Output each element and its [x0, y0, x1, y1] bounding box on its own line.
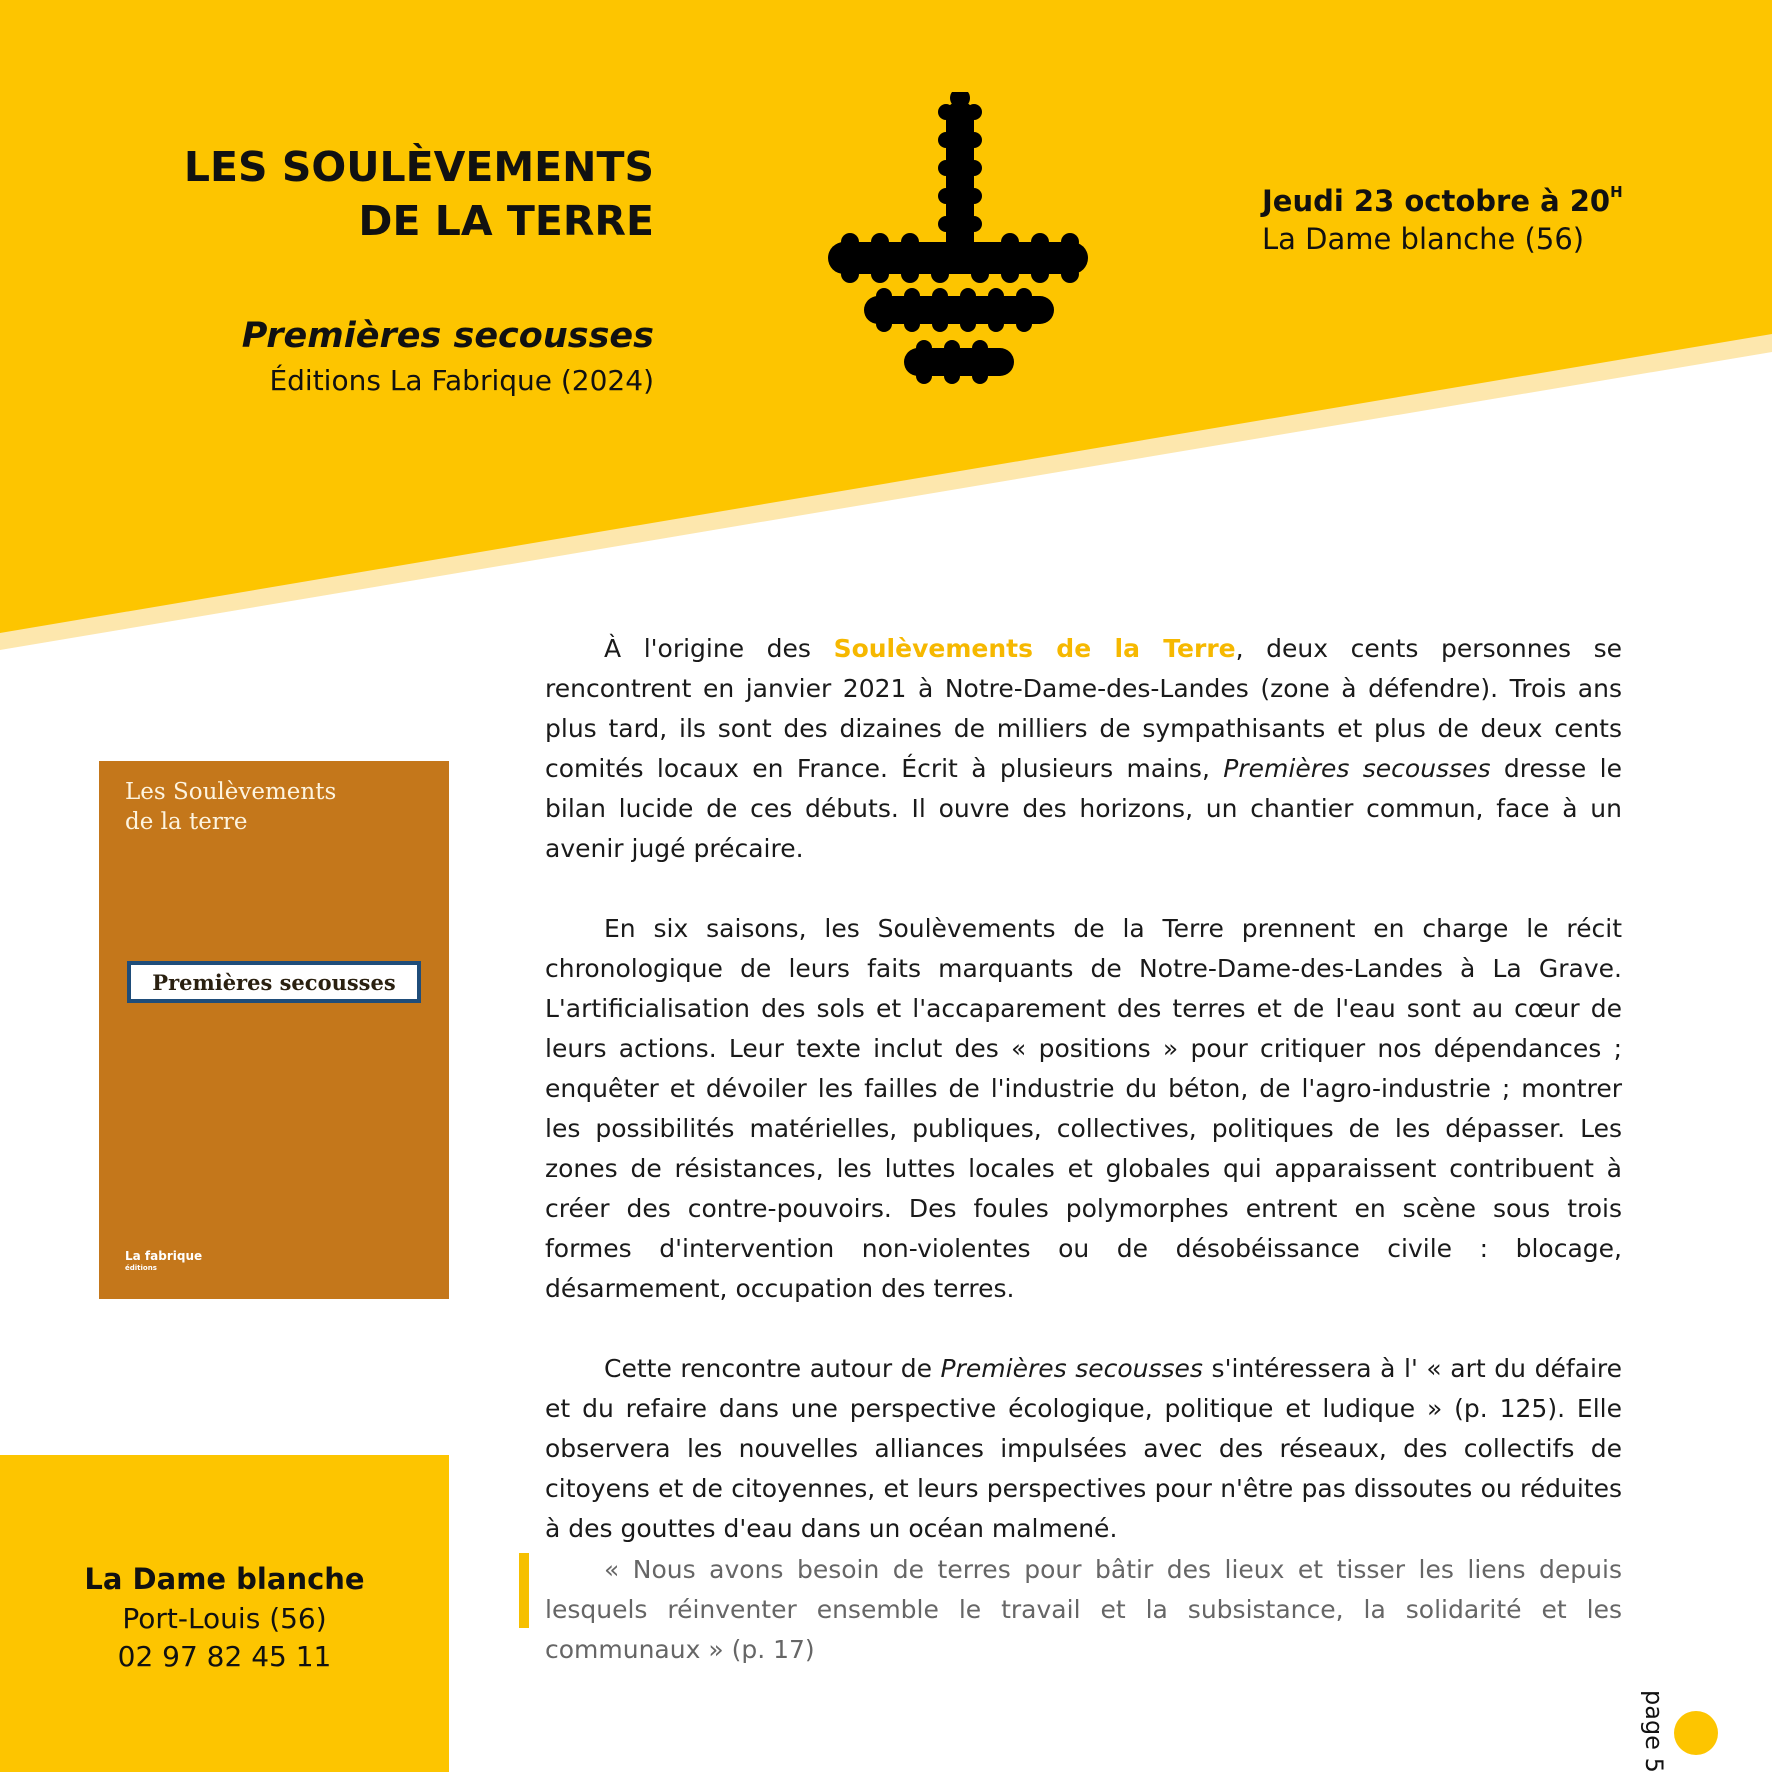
pull-quote: « Nous avons besoin de terres pour bâtir des lieux et tisser les liens depuis lesquels réinventer ensemble le travail et la subsistance, la solidarité et les communaux » (p. 17) [545, 1555, 1622, 1664]
cover-title-line-1: Les Soulèvements [125, 779, 337, 805]
event-date [1262, 183, 1623, 218]
p3-book-title: Premières secousses [940, 1354, 1203, 1383]
cover-title-box [127, 961, 421, 1003]
article-paragraph-2: En six saisons, les Soulèvements de la Terre prennent en charge le récit chronologique de leurs faits marquants de Notre-Dame-des-Landes à La Grave. L'artificialisation des sols et l'accaparement des terres et de l'eau sont au cœur de leurs actions. Leur texte inclut des « positions » pour critiquer nos dépendances ; enquêter et dévoiler les failles de l'industrie du béton, de l'agro-industrie ; montrer les possibilités matérielles, publiques, collectives, politiques de les dépasser. Les zones de résistances, les luttes locales et globales qui apparaissent contribuent à créer des contre-pouvoirs. Des foules polymorphes entrent en scène sous trois formes d'intervention non-violentes ou de désobéissance civile : blocage, désarmement, occupation des terres. [545, 914, 1622, 1303]
venue-phone: 02 97 82 45 11 [117, 1640, 332, 1673]
cover-title [125, 777, 425, 837]
page-number-dot [1674, 1711, 1718, 1755]
event-hour-suffix: H [1610, 183, 1623, 201]
p1-highlight: Soulèvements de la Terre [833, 634, 1236, 663]
venue-name: La Dame blanche [84, 1562, 365, 1596]
cover-book-title: Premières secousses [131, 965, 417, 999]
p1-rest-b: dresse le bilan lucide de ces débuts. Il ouvre des horizons, un chantier commun, face à un avenir jugé précaire. [545, 754, 1623, 863]
title-line-2: DE LA TERRE [358, 197, 654, 245]
p1-book-title: Premières secousses [1223, 754, 1491, 783]
title-line-1: LES SOULÈVEMENTS [183, 143, 654, 191]
event-venue: La Dame blanche (56) [1262, 222, 1585, 256]
publisher: Éditions La Fabrique (2024) [269, 364, 654, 397]
quote-bar [519, 1553, 529, 1628]
cover-title-line-2: de la terre [125, 809, 248, 835]
p3-rest: s'intéressera à l' « art du défaire et du refaire dans une perspective écologique, politique et ludique » (p. 125). Elle observera les nouvelles alliances impulsées avec des réseaux, des collectifs de citoyens et de citoyennes, et leurs perspectives pour n'être pas dissoutes ou réduites à des gouttes d'eau dans un océan malmené. [545, 1354, 1623, 1543]
venue-city: Port-Louis (56) [122, 1602, 327, 1635]
soulevements-logo-icon [820, 92, 1100, 392]
book-title: Premières secousses [241, 316, 654, 356]
page-title [184, 140, 654, 248]
cover-publisher-logo: La fabrique [125, 1249, 203, 1263]
article-paragraph-1 [545, 629, 1622, 869]
article-paragraph-3 [545, 1349, 1622, 1549]
event-date-text: Jeudi 23 octobre à 20 [1262, 184, 1611, 218]
cover-publisher-sub: éditions [125, 1264, 157, 1272]
article-body [545, 629, 1622, 1589]
logo-bar-1 [828, 242, 1088, 274]
page-number: page 5 [1640, 1690, 1668, 1773]
p1-lead: À l'origine des [604, 634, 834, 663]
p3-lead: Cette rencontre autour de [604, 1354, 941, 1383]
book-cover [99, 761, 449, 1299]
p1-rest-a: , deux cents personnes se rencontrent en janvier 2021 à Notre-Dame-des-Landes (zone à défendre). Trois ans plus tard, ils sont des dizaines de milliers de sympathisants et plus de deux cents comités locaux en France. Écrit à plusieurs mains, [545, 634, 1623, 783]
